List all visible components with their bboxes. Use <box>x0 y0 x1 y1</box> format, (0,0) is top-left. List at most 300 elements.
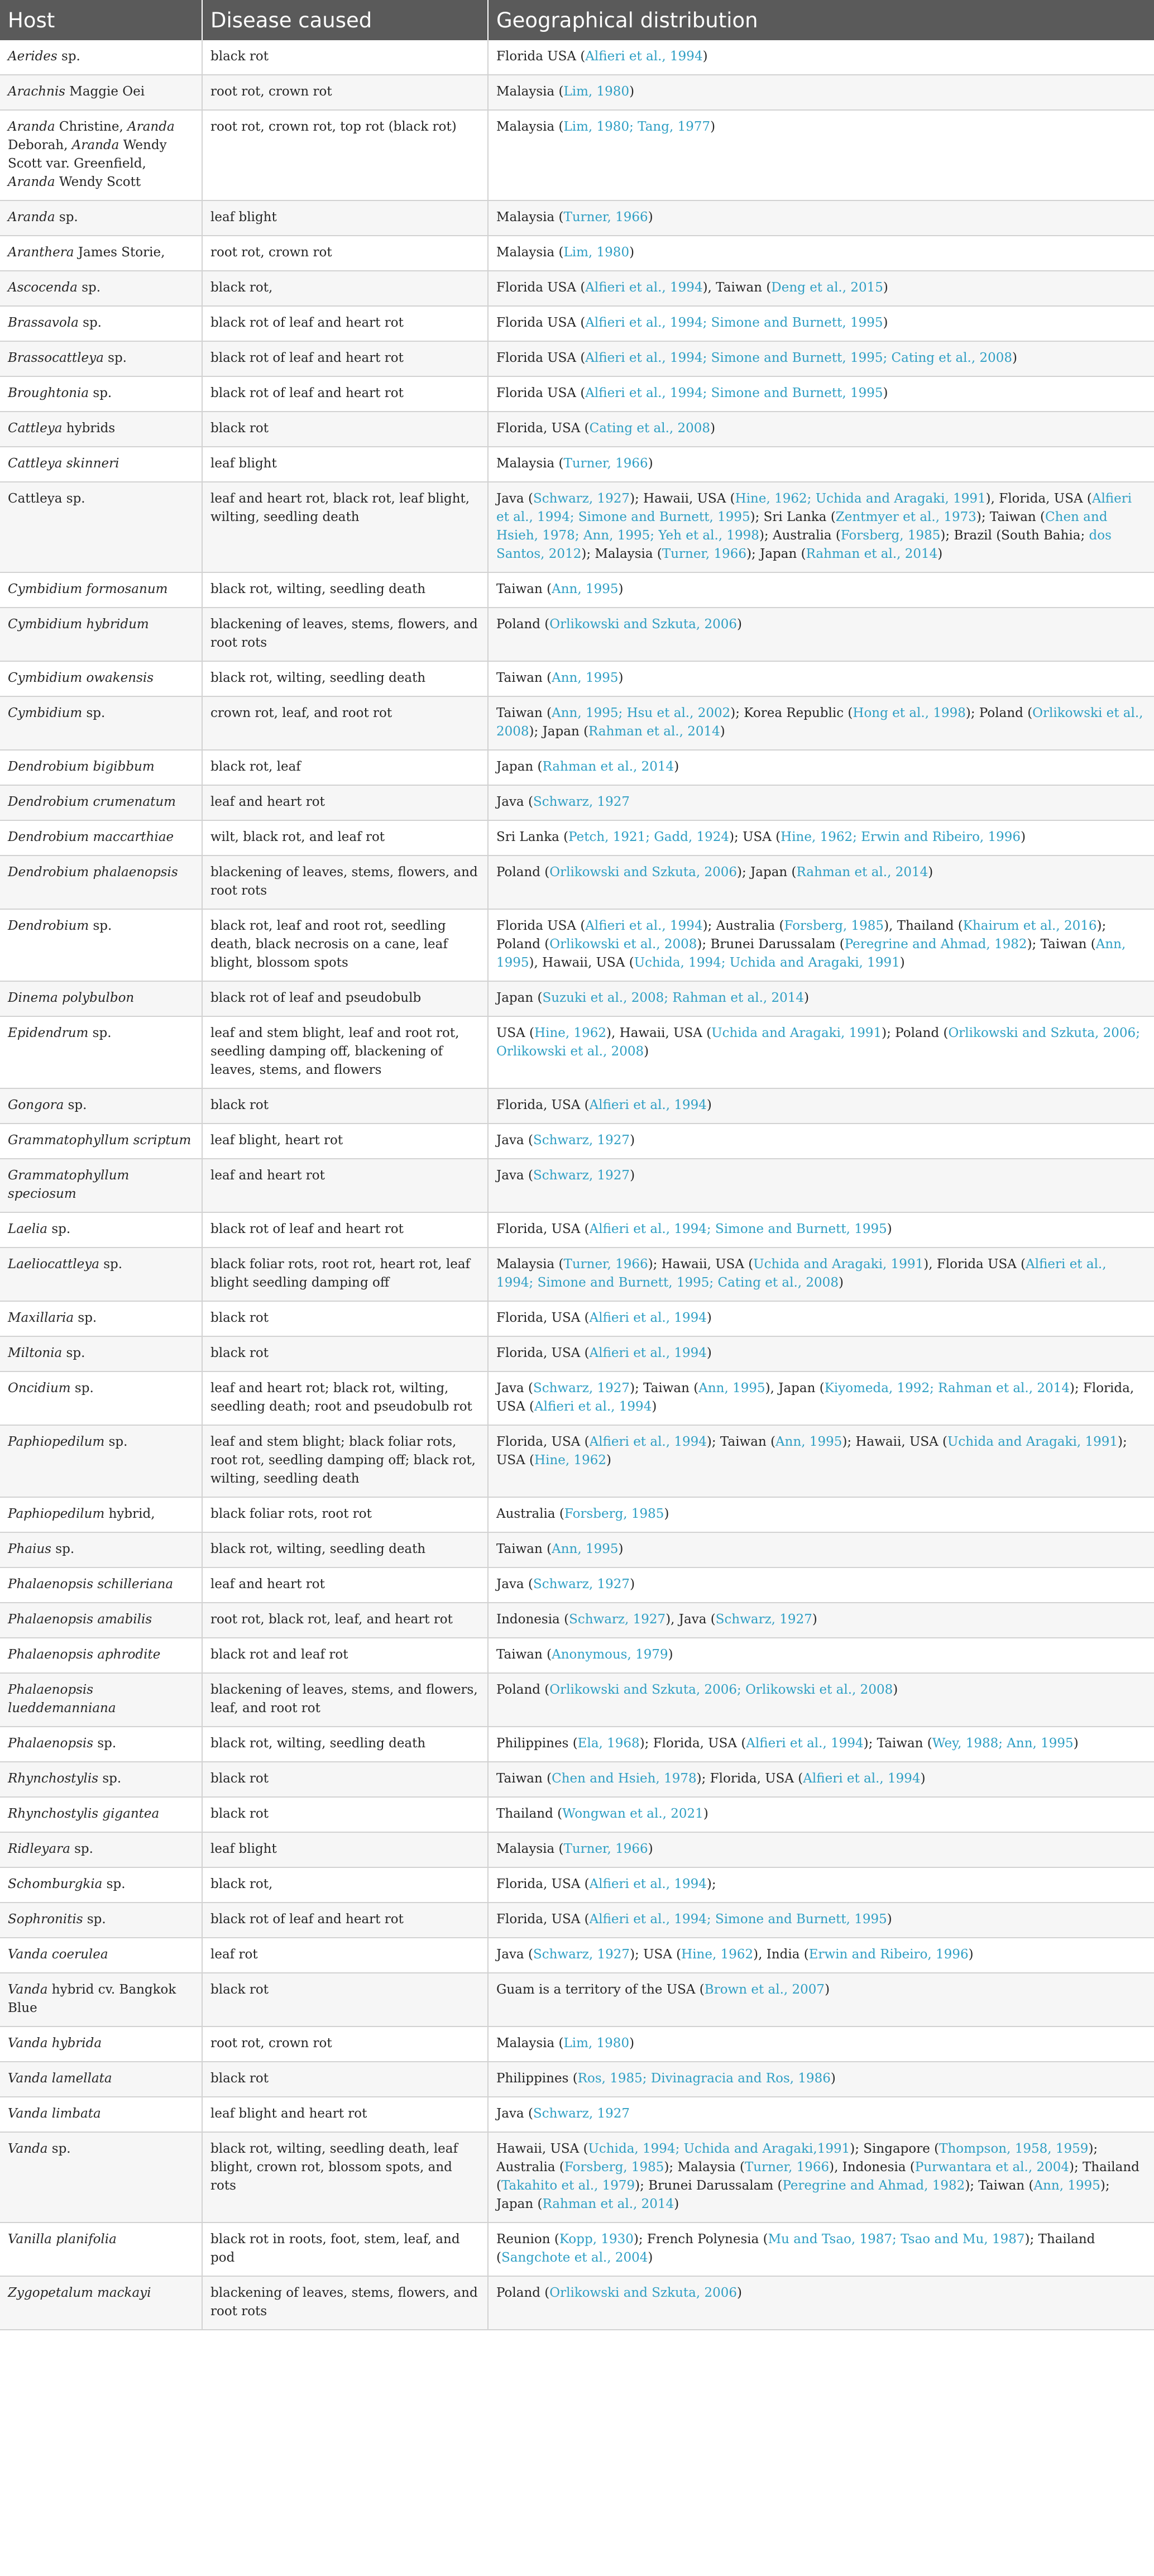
disease-cell: leaf rot <box>202 1938 488 1973</box>
disease-cell: black rot, wilting, seedling death <box>202 572 488 608</box>
citation-link[interactable]: Ann, 1995 <box>496 937 1126 970</box>
citation-link[interactable]: Mu and Tsao, 1987; Tsao and Mu, 1987 <box>768 2232 1025 2247</box>
citation-link[interactable]: Orlikowski et al., 2008 <box>496 706 1143 739</box>
citation-link[interactable]: Orlikowski and Szkuta, 2006; Orlikowski et al., 2008 <box>496 1026 1140 1059</box>
citation-link[interactable]: Turner, 1966 <box>744 2160 830 2174</box>
host-cell <box>0 750 202 785</box>
host-cell <box>0 110 202 200</box>
citation-link[interactable]: Alfieri et al., 1994 <box>585 280 703 295</box>
host-name-italic: Cymbidium hybridum <box>8 617 149 632</box>
citation-link[interactable]: Schwarz, 1927 <box>533 1133 630 1148</box>
cell-text: ); USA ( <box>729 830 781 844</box>
disease-cell: black rot <box>202 40 488 75</box>
geo-cell <box>488 1371 1154 1425</box>
cell-text: ); Malaysia ( <box>664 2160 745 2174</box>
cell-text: ) <box>618 582 624 596</box>
cell-text: ) <box>887 1912 892 1927</box>
cell-text: sp. <box>89 386 112 400</box>
cell-text: Florida, USA ( <box>496 1311 590 1325</box>
table-row <box>0 110 1154 200</box>
cell-text: ); Brunei Darussalam ( <box>697 937 845 952</box>
cell-text: ) <box>883 280 888 295</box>
host-cell <box>0 200 202 236</box>
disease-cell: black foliar rots, root rot <box>202 1497 488 1532</box>
citation-link[interactable]: Erwin and Ribeiro, 1996 <box>808 1947 969 1962</box>
cell-text: Japan ( <box>496 991 543 1005</box>
cell-text: ); Taiwan ( <box>976 510 1046 524</box>
cell-text: Malaysia ( <box>496 1257 564 1272</box>
cell-text: Australia ( <box>496 1507 564 1521</box>
citation-link[interactable]: Orlikowski and Szkuta, 2006; Orlikowski et al., 2008 <box>549 1683 893 1697</box>
host-cell <box>0 306 202 341</box>
geo-cell <box>488 271 1154 306</box>
geo-cell <box>488 1867 1154 1903</box>
cell-text: ) <box>702 49 708 64</box>
table-row <box>0 1762 1154 1797</box>
citation-link[interactable]: Schwarz, 1927 <box>533 1168 630 1183</box>
citation-link[interactable]: Ann, 1995 <box>1033 2178 1100 2193</box>
host-cell <box>0 1903 202 1938</box>
table-row <box>0 2097 1154 2132</box>
cell-text: USA ( <box>496 1026 535 1040</box>
citation-link[interactable]: Orlikowski and Szkuta, 2006 <box>549 865 738 880</box>
citation-link[interactable]: Alfieri et al., 1994 <box>534 1399 652 1414</box>
host-cell <box>0 1532 202 1567</box>
cell-text: ) <box>937 547 943 561</box>
cell-text: Guam is a territory of the USA ( <box>496 1982 705 1997</box>
citation-link[interactable]: Orlikowski and Szkuta, 2006 <box>549 2286 738 2300</box>
cell-text: ), India ( <box>753 1947 809 1962</box>
cell-text: Florida USA ( <box>496 280 586 295</box>
cell-text: ) <box>629 84 635 99</box>
citation-link[interactable]: Alfieri et al., 1994 <box>589 1098 707 1112</box>
citation-link[interactable]: Schwarz, 1927 <box>715 1612 812 1627</box>
cell-text: sp. <box>47 2142 71 2156</box>
host-name-italic: Phalaenopsis lueddemanniana <box>8 1683 116 1715</box>
host-name-italic: Laeliocattleya <box>8 1257 99 1272</box>
cell-text: Florida USA ( <box>496 919 586 933</box>
citation-link[interactable]: Peregrine and Ahmad, 1982 <box>782 2178 965 2193</box>
citation-link[interactable]: Alfieri et al., 1994; Simone and Burnett, 1995 <box>589 1912 887 1927</box>
citation-link[interactable]: Turner, 1966 <box>563 1257 648 1272</box>
table-row <box>0 981 1154 1016</box>
host-cell <box>0 1567 202 1603</box>
geo-cell <box>488 1567 1154 1603</box>
disease-cell: black rot <box>202 1336 488 1371</box>
host-name-italic: Aranda <box>127 120 175 134</box>
host-name-italic: Vanda limbata <box>8 2106 101 2121</box>
host-name-italic: Phalaenopsis aphrodite <box>8 1647 161 1662</box>
cell-text: Maggie Oei <box>65 84 145 99</box>
disease-cell: root rot, crown rot <box>202 2027 488 2062</box>
disease-cell: leaf and stem blight; black foliar rots, root rot, seedling damping off; black rot, wilting, seedling death <box>202 1425 488 1497</box>
cell-text: ), Hawaii, USA ( <box>529 955 634 970</box>
geo-cell <box>488 1497 1154 1532</box>
cell-text: ); Taiwan ( <box>863 1736 932 1751</box>
host-name-italic: Cymbidium formosanum <box>8 582 168 596</box>
table-row <box>0 1124 1154 1159</box>
table-body <box>0 40 1154 2330</box>
citation-link[interactable]: Alfieri et al., 1994 <box>589 1877 707 1891</box>
cell-text: ); Poland ( <box>882 1026 949 1040</box>
geo-cell <box>488 40 1154 75</box>
table-row <box>0 1301 1154 1336</box>
cell-text: ), Taiwan ( <box>702 280 772 295</box>
cell-text: Malaysia ( <box>496 84 564 99</box>
citation-link[interactable]: Wongwan et al., 2021 <box>562 1806 703 1821</box>
cell-text: ) <box>887 1222 892 1236</box>
citation-link[interactable]: Schwarz, 1927 <box>533 1381 630 1395</box>
cell-text: ) <box>893 1683 898 1697</box>
host-name-italic: Ridleyara <box>8 1842 70 1856</box>
host-name-italic: Maxillaria <box>8 1311 74 1325</box>
host-name-italic: Epidendrum <box>8 1026 89 1040</box>
citation-link[interactable]: Alfieri et al., 1994 <box>589 1311 707 1325</box>
host-cell <box>0 376 202 412</box>
citation-link[interactable]: Alfieri et al., 1994; Simone and Burnett, 1995 <box>585 316 883 330</box>
table-row <box>0 1016 1154 1088</box>
cell-text: ) <box>928 865 933 880</box>
citation-link[interactable]: Forsberg, 1985 <box>840 528 941 543</box>
disease-cell: black rot of leaf and heart rot <box>202 1212 488 1248</box>
citation-link[interactable]: Rahman et al., 2014 <box>542 2197 674 2211</box>
host-name-italic: Brassavola <box>8 316 79 330</box>
geo-cell <box>488 785 1154 820</box>
cell-text: ); Thailand ( <box>496 2232 1095 2265</box>
host-cell <box>0 696 202 750</box>
cell-text: ) <box>664 1507 669 1521</box>
cell-text: Java ( <box>496 1133 533 1148</box>
cell-text: sp. <box>78 316 102 330</box>
cell-text: ); <box>706 1877 716 1891</box>
citation-link[interactable]: Schwarz, 1927 <box>569 1612 666 1627</box>
citation-link[interactable]: Brown et al., 2007 <box>704 1982 825 1997</box>
disease-cell: blackening of leaves, stems, flowers, and root rots <box>202 2276 488 2330</box>
host-cell <box>0 2276 202 2330</box>
citation-link[interactable]: Schwarz, 1927 <box>533 491 630 506</box>
cell-text: Florida, USA ( <box>496 1098 590 1112</box>
citation-link[interactable]: Lim, 1980; Tang, 1977 <box>563 120 711 134</box>
citation-link[interactable]: Alfieri et al., 1994; Simone and Burnett, 1995 <box>585 386 883 400</box>
host-cell <box>0 2062 202 2097</box>
citation-link[interactable]: Schwarz, 1927 <box>533 1947 630 1962</box>
cell-text: ); Malaysia ( <box>581 547 662 561</box>
cell-text: ); Taiwan ( <box>965 2178 1034 2193</box>
cell-text: Reunion ( <box>496 2232 559 2247</box>
table-row <box>0 1903 1154 1938</box>
geo-cell <box>488 981 1154 1016</box>
citation-link[interactable]: Alfieri et al., 1994; Simone and Burnett, 1995; Cating et al., 2008 <box>585 351 1012 365</box>
cell-text: ); Singapore ( <box>850 2142 940 2156</box>
citation-link[interactable]: Ann, 1995 <box>775 1435 842 1449</box>
geo-cell <box>488 1832 1154 1867</box>
geo-cell <box>488 306 1154 341</box>
citation-link[interactable]: Peregrine and Ahmad, 1982 <box>844 937 1027 952</box>
cell-text: sp. <box>98 1771 122 1786</box>
table-row <box>0 1603 1154 1638</box>
cell-text: ); Australia ( <box>496 2142 1098 2174</box>
geo-cell <box>488 2223 1154 2276</box>
host-name-italic: Paphiopedilum <box>8 1507 105 1521</box>
disease-cell: leaf blight, heart rot <box>202 1124 488 1159</box>
citation-link[interactable]: Uchida and Aragaki, 1991 <box>711 1026 882 1040</box>
geo-cell <box>488 608 1154 661</box>
citation-link[interactable]: Alfieri et al., 1994 <box>585 919 703 933</box>
cell-text: ); Thailand ( <box>496 2160 1139 2193</box>
citation-link[interactable]: Orlikowski and Szkuta, 2006 <box>549 617 738 632</box>
table-row <box>0 785 1154 820</box>
host-cell <box>0 75 202 110</box>
citation-link[interactable]: Ann, 1995; Hsu et al., 2002 <box>552 706 731 720</box>
host-cell <box>0 1938 202 1973</box>
citation-link[interactable]: Chen and Hsieh, 1978; Ann, 1995; Yeh et al., 1998 <box>496 510 1108 543</box>
citation-link[interactable]: Forsberg, 1985 <box>564 1507 664 1521</box>
citation-link[interactable]: Alfieri et al., 1994; Simone and Burnett, 1995 <box>589 1222 887 1236</box>
citation-link[interactable]: Ann, 1995 <box>698 1381 765 1395</box>
cell-text: Florida USA ( <box>496 49 586 64</box>
cell-text: sp. <box>93 1736 117 1751</box>
citation-link[interactable]: Hine, 1962 <box>681 1947 754 1962</box>
disease-cell: blackening of leaves, stems, flowers, and root rots <box>202 608 488 661</box>
cell-text: sp. <box>51 1542 75 1556</box>
cell-text: ) <box>629 2036 635 2051</box>
geo-cell <box>488 1336 1154 1371</box>
citation-link[interactable]: Wey, 1988; Ann, 1995 <box>932 1736 1074 1751</box>
citation-link[interactable]: Orlikowski et al., 2008 <box>549 937 697 952</box>
disease-cell: black rot of leaf and heart rot <box>202 376 488 412</box>
table-row <box>0 909 1154 981</box>
citation-link[interactable]: Hong et al., 1998 <box>853 706 966 720</box>
citation-link[interactable]: Ann, 1995 <box>552 671 619 685</box>
cell-text: ), Hawaii, USA ( <box>606 1026 712 1040</box>
table-row <box>0 1938 1154 1973</box>
citation-link[interactable]: Alfieri et al., 1994; Simone and Burnett, 1995 <box>496 491 1132 524</box>
host-cell <box>0 2132 202 2223</box>
disease-cell: black rot <box>202 1088 488 1124</box>
cell-text: Florida, USA ( <box>496 1222 590 1236</box>
cell-text: Florida, USA ( <box>496 1346 590 1360</box>
table-row <box>0 820 1154 856</box>
table-row <box>0 2062 1154 2097</box>
citation-link[interactable]: Anonymous, 1979 <box>552 1647 668 1662</box>
citation-link[interactable]: Ann, 1995 <box>552 582 619 596</box>
citation-link[interactable]: Rahman et al., 2014 <box>542 759 674 774</box>
citation-link[interactable]: Chen and Hsieh, 1978 <box>552 1771 697 1786</box>
disease-cell: leaf blight <box>202 447 488 482</box>
cell-text: ); Japan ( <box>496 2178 1110 2211</box>
citation-link[interactable]: Alfieri et al., 1994 <box>585 49 703 64</box>
cell-text: Cattleya sp. <box>8 491 85 506</box>
table-row <box>0 341 1154 376</box>
disease-cell: root rot, black rot, leaf, and heart rot <box>202 1603 488 1638</box>
cell-text: sp. <box>70 1842 93 1856</box>
host-name-italic: Cattleya skinneri <box>8 456 119 471</box>
citation-link[interactable]: Khairum et al., 2016 <box>963 919 1097 933</box>
citation-link[interactable]: Alfieri et al., 1994 <box>589 1346 707 1360</box>
table-row <box>0 40 1154 75</box>
citation-link[interactable]: Turner, 1966 <box>662 547 747 561</box>
citation-link[interactable]: Turner, 1966 <box>563 456 648 471</box>
citation-link[interactable]: Kiyomeda, 1992; Rahman et al., 2014 <box>824 1381 1070 1395</box>
host-name-italic: Rhynchostylis gigantea <box>8 1806 160 1821</box>
cell-text: sp. <box>47 1222 71 1236</box>
host-name-italic: Grammatophyllum speciosum <box>8 1168 130 1201</box>
citation-link[interactable]: Turner, 1966 <box>563 210 648 224</box>
geo-cell <box>488 2276 1154 2330</box>
table-row <box>0 1088 1154 1124</box>
host-name-italic: Dendrobium bigibbum <box>8 759 155 774</box>
disease-cell: black foliar rots, root rot, heart rot, leaf blight seedling damping off <box>202 1248 488 1301</box>
citation-link[interactable]: Hine, 1962 <box>534 1026 607 1040</box>
citation-link[interactable]: Takahito et al., 1979 <box>501 2178 635 2193</box>
citation-link[interactable]: Kopp, 1930 <box>559 2232 634 2247</box>
citation-link[interactable]: Rahman et al., 2014 <box>588 724 720 739</box>
host-cell <box>0 2097 202 2132</box>
citation-link[interactable]: Zentmyer et al., 1973 <box>835 510 976 524</box>
citation-link[interactable]: Hine, 1962 <box>534 1453 607 1468</box>
cell-text: ) <box>899 955 905 970</box>
cell-text: ); Florida, USA ( <box>639 1736 746 1751</box>
disease-cell: blackening of leaves, stems, flowers, and root rots <box>202 856 488 909</box>
geo-cell <box>488 2097 1154 2132</box>
cell-text: Java ( <box>496 2106 533 2121</box>
cell-text: sp. <box>55 210 78 224</box>
citation-link[interactable]: Schwarz, 1927 <box>533 2106 630 2121</box>
table-row <box>0 661 1154 696</box>
geo-cell <box>488 1212 1154 1248</box>
cell-text: hybrids <box>62 421 116 436</box>
cell-text: sp. <box>62 1346 85 1360</box>
table-row <box>0 1832 1154 1867</box>
cell-text: Philippines ( <box>496 1736 578 1751</box>
disease-cell: black rot, wilting, seedling death <box>202 1532 488 1567</box>
citation-link[interactable]: Alfieri et al., 1994; Simone and Burnett, 1995; Cating et al., 2008 <box>496 1257 1107 1290</box>
geo-cell <box>488 661 1154 696</box>
host-name-italic: Aranda <box>8 175 55 189</box>
host-cell <box>0 1497 202 1532</box>
host-name-italic: Ascocenda <box>8 280 78 295</box>
cell-text: Taiwan ( <box>496 1647 552 1662</box>
cell-text: sp. <box>83 1912 106 1927</box>
host-name-italic: Vanda hybrida <box>8 2036 102 2051</box>
cell-text: Florida USA ( <box>496 351 586 365</box>
citation-link[interactable]: Uchida and Aragaki, 1991 <box>947 1435 1118 1449</box>
citation-link[interactable]: Uchida, 1994; Uchida and Aragaki,1991 <box>588 2142 850 2156</box>
table-row <box>0 1973 1154 2027</box>
citation-link[interactable]: Schwarz, 1927 <box>533 795 630 809</box>
host-name-italic: Miltonia <box>8 1346 63 1360</box>
table-row <box>0 306 1154 341</box>
cell-text: ); Korea Republic ( <box>730 706 853 720</box>
cell-text: Poland ( <box>496 1683 550 1697</box>
disease-cell: black rot <box>202 1762 488 1797</box>
citation-link[interactable]: Lim, 1980 <box>563 2036 630 2051</box>
host-cell <box>0 40 202 75</box>
citation-link[interactable]: Rahman et al., 2014 <box>796 865 928 880</box>
host-name-italic: Broughtonia <box>8 386 89 400</box>
citation-link[interactable]: Lim, 1980 <box>563 245 630 260</box>
citation-link[interactable]: Cating et al., 2008 <box>589 421 711 436</box>
table-row <box>0 376 1154 412</box>
geo-cell <box>488 1797 1154 1832</box>
host-cell <box>0 1797 202 1832</box>
citation-link[interactable]: Ros, 1985; Divinagracia and Ros, 1986 <box>577 2071 831 2086</box>
citation-link[interactable]: Purwantara et al., 2004 <box>914 2160 1069 2174</box>
citation-link[interactable]: Alfieri et al., 1994 <box>746 1736 864 1751</box>
cell-text: ); Hawaii, USA ( <box>648 1257 754 1272</box>
host-name-italic: Vanda <box>8 1982 48 1997</box>
citation-link[interactable]: Alfieri et al., 1994 <box>803 1771 921 1786</box>
cell-text: Deborah, <box>8 138 72 152</box>
citation-link[interactable]: Thompson, 1958, 1959 <box>939 2142 1089 2156</box>
table-row <box>0 1497 1154 1532</box>
cell-text: Java ( <box>496 1947 533 1962</box>
host-cell <box>0 1425 202 1497</box>
cell-text: ), Indonesia ( <box>829 2160 915 2174</box>
citation-link[interactable]: Schwarz, 1927 <box>533 1577 630 1592</box>
host-cell <box>0 856 202 909</box>
citation-link[interactable]: Petch, 1921; Gadd, 1924 <box>568 830 730 844</box>
host-name-italic: Dendrobium phalaenopsis <box>8 865 178 880</box>
table-row <box>0 447 1154 482</box>
citation-link[interactable]: Ela, 1968 <box>577 1736 640 1751</box>
cell-text: hybrid, <box>104 1507 155 1521</box>
cell-text: Sri Lanka ( <box>496 830 569 844</box>
citation-link[interactable]: Rahman et al., 2014 <box>806 547 938 561</box>
citation-link[interactable]: Lim, 1980 <box>563 84 630 99</box>
host-cell <box>0 412 202 447</box>
citation-link[interactable]: Forsberg, 1985 <box>784 919 884 933</box>
cell-text: Malaysia ( <box>496 210 564 224</box>
citation-link[interactable]: Hine, 1962; Uchida and Aragaki, 1991 <box>735 491 986 506</box>
citation-link[interactable]: Turner, 1966 <box>563 1842 648 1856</box>
cell-text: ) <box>648 2250 653 2265</box>
host-cell <box>0 785 202 820</box>
cell-text: Florida USA ( <box>496 316 586 330</box>
citation-link[interactable]: Ann, 1995 <box>552 1542 619 1556</box>
host-cell <box>0 341 202 376</box>
host-cell <box>0 1727 202 1762</box>
cell-text: ), Japan ( <box>765 1381 825 1395</box>
geo-cell <box>488 1088 1154 1124</box>
citation-link[interactable]: Uchida, 1994; Uchida and Aragaki, 1991 <box>634 955 900 970</box>
citation-link[interactable]: Suzuki et al., 2008; Rahman et al., 2014 <box>542 991 805 1005</box>
cell-text: James Storie, <box>74 245 165 260</box>
cell-text: ); Poland ( <box>965 706 1033 720</box>
cell-text: ), Thailand ( <box>884 919 963 933</box>
citation-link[interactable]: Forsberg, 1985 <box>564 2160 664 2174</box>
table-row <box>0 2027 1154 2062</box>
citation-link[interactable]: dos Santos, 2012 <box>496 528 1112 561</box>
citation-link[interactable]: Deng et al., 2015 <box>771 280 883 295</box>
geo-cell <box>488 1673 1154 1727</box>
table-row <box>0 2223 1154 2276</box>
cell-text: ); Florida, USA ( <box>496 1381 1134 1414</box>
citation-link[interactable]: Hine, 1962; Erwin and Ribeiro, 1996 <box>780 830 1021 844</box>
host-cell <box>0 1867 202 1903</box>
cell-text: ) <box>883 316 888 330</box>
citation-link[interactable]: Sangchote et al., 2004 <box>501 2250 648 2265</box>
citation-link[interactable]: Alfieri et al., 1994 <box>589 1435 707 1449</box>
host-cell <box>0 1638 202 1673</box>
citation-link[interactable]: Uchida and Aragaki, 1991 <box>753 1257 924 1272</box>
cell-text: ) <box>674 2197 679 2211</box>
disease-cell: black rot <box>202 2062 488 2097</box>
cell-text: Poland ( <box>496 617 550 632</box>
cell-text: ) <box>706 1346 712 1360</box>
geo-cell <box>488 909 1154 981</box>
cell-text: sp. <box>88 1026 112 1040</box>
